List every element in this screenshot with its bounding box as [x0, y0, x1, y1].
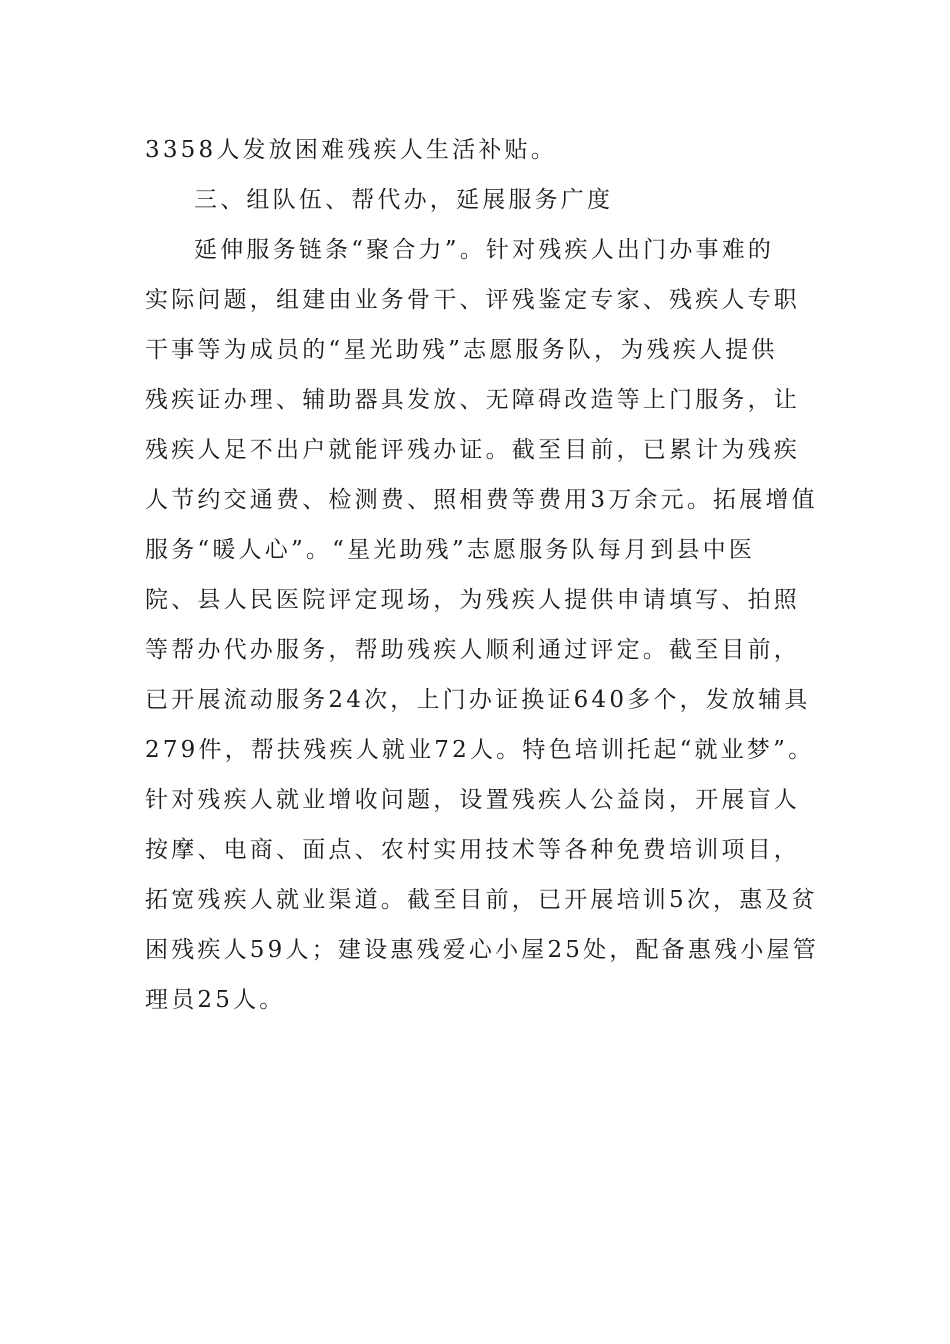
paragraph-line: 服务“暖人心”。“星光助残”志愿服务队每月到县中医: [145, 537, 756, 563]
paragraph-line: 延伸服务链条“聚合力”。针对残疾人出门办事难的: [194, 237, 775, 263]
paragraph-line: 残疾证办理、辅助器具发放、无障碍改造等上门服务，让: [145, 387, 800, 413]
paragraph-line: 院、县人民医院评定现场，为残疾人提供申请填写、拍照: [145, 587, 800, 613]
paragraph-line: 针对残疾人就业增收问题，设置残疾人公益岗，开展盲人: [145, 787, 800, 813]
paragraph-line: 困残疾人59人；建设惠残爱心小屋25处，配备惠残小屋管: [145, 937, 819, 963]
paragraph-line: 人节约交通费、检测费、照相费等费用3万余元。拓展增值: [145, 487, 818, 513]
paragraph-line: 理员25人。: [145, 987, 286, 1013]
paragraph-line: 等帮办代办服务，帮助残疾人顺利通过评定。截至目前，: [145, 637, 800, 663]
paragraph-line: 拓宽残疾人就业渠道。截至目前，已开展培训5次，惠及贫: [145, 887, 818, 913]
section-heading: 三、组队伍、帮代办，延展服务广度: [194, 187, 614, 213]
paragraph-line: 按摩、电商、面点、农村实用技术等各种免费培训项目，: [145, 837, 800, 863]
paragraph-line: 残疾人足不出户就能评残办证。截至目前，已累计为残疾: [145, 437, 800, 463]
paragraph-line: 已开展流动服务24次，上门办证换证640多个，发放辅具: [145, 687, 811, 713]
paragraph-line: 279件，帮扶残疾人就业72人。特色培训托起“就业梦”。: [145, 737, 815, 763]
paragraph-line: 干事等为成员的“星光助残”志愿服务队，为残疾人提供: [145, 337, 778, 363]
paragraph-line: 3358人发放困难残疾人生活补贴。: [145, 137, 557, 163]
paragraph-line: 实际问题，组建由业务骨干、评残鉴定专家、残疾人专职: [145, 287, 800, 313]
